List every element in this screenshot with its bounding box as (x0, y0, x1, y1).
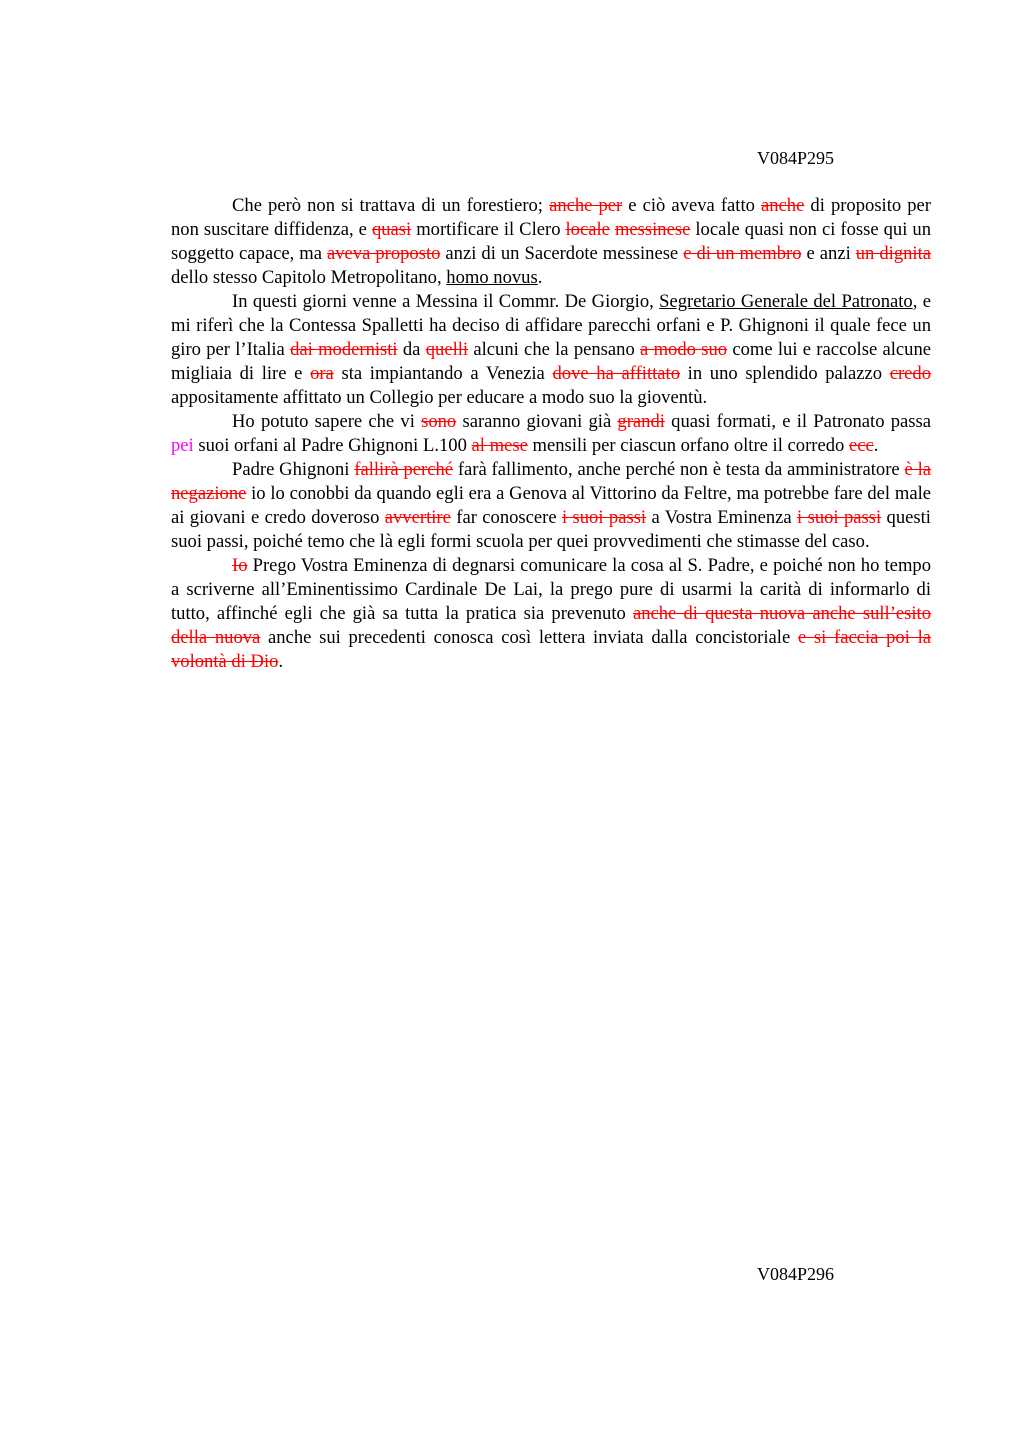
deleted-text: e si faccia poi la volontà di Dio (171, 627, 931, 672)
text-run: quasi formati, e il Patronato passa (664, 411, 931, 432)
deleted-text: i suoi passi (561, 507, 647, 528)
text-run: e ciò aveva fatto (622, 195, 761, 216)
deleted-text: al mese (471, 435, 528, 456)
text-run: e anzi (801, 243, 856, 264)
deleted-text: a modo suo (640, 339, 728, 360)
text-run: da (397, 339, 426, 360)
deleted-text: dove ha affittato (552, 363, 680, 384)
text-run: alcuni che la pensano (468, 339, 641, 360)
text-run: . (278, 651, 284, 672)
deleted-text: locale (565, 219, 610, 240)
text-run: Ho potuto sapere che vi (232, 411, 422, 432)
paragraph-1 (171, 194, 931, 290)
text-run: mensili per ciascun orfano oltre il corredo (527, 435, 849, 456)
text-run: sta impiantando a Venezia (333, 363, 553, 384)
deleted-text: grandi (617, 411, 665, 432)
underlined-text: Segretario Generale del Patronato (659, 291, 913, 312)
text-run: questi suoi passi, poiché temo che là egli formi scuola per quei provvedimenti che stimasse del caso. (171, 507, 931, 552)
text-run: , e mi riferì che la Contessa Spalletti ha deciso di affidare parecchi orfani e P. Ghignoni il quale fece un giro per l’Italia (171, 291, 931, 360)
deleted-text: messinese (614, 219, 691, 240)
deleted-text: è la negazione (171, 459, 931, 504)
text-run: di proposito per non suscitare diffidenza, e (171, 195, 932, 240)
deleted-text: ecc (848, 435, 874, 456)
deleted-text: credo (889, 363, 932, 384)
deleted-text: sono (421, 411, 457, 432)
text-run: . (873, 435, 879, 456)
text-run: farà fallimento, anche perché non è testa da amministratore (453, 459, 905, 480)
paragraph-4 (171, 458, 931, 554)
deleted-text: e di un membro (683, 243, 802, 264)
text-run: saranno giovani già (456, 411, 618, 432)
text-run: come lui e raccolse alcune migliaia di lire e (171, 339, 931, 384)
text-run: anche sui precedenti conosca così lettera inviata dalla concistoriale (260, 627, 798, 648)
text-run: in uno splendido palazzo (680, 363, 890, 384)
deleted-text: Io (232, 555, 248, 576)
text-run: far conoscere (450, 507, 562, 528)
deleted-text: anche (760, 195, 805, 216)
text-run: Prego Vostra Eminenza di degnarsi comunicare la cosa al S. Padre, e poiché non ho tempo a scriverne all’Eminentissimo Cardinale De Lai, la prego pure di usarmi la carità di informarlo di tutto, affinché egli che già sa tutta la pratica sia prevenuto (171, 555, 931, 624)
underlined-text: homo novus (446, 267, 538, 288)
text-run: In questi giorni venne a Messina il Commr. De Giorgio, (232, 291, 660, 312)
text-run: mortificare il Clero (411, 219, 566, 240)
letter-body (171, 194, 931, 674)
deleted-text: ora (310, 363, 334, 384)
text-run: anzi di un Sacerdote messinese (440, 243, 684, 264)
deleted-text: aveva proposto (326, 243, 441, 264)
page-reference-bottom: V084P296 (757, 1264, 835, 1284)
text-run: io lo conobbi da quando egli era a Genova al Vittorino da Feltre, ma potrebbe fare del male ai giovani e credo doveroso (171, 483, 931, 528)
deleted-text: dai modernisti (290, 339, 398, 360)
deleted-text: quelli (425, 339, 469, 360)
paragraph-3 (171, 410, 931, 458)
text-run: a Vostra Eminenza (646, 507, 798, 528)
text-run: suoi orfani al Padre Ghignoni L.100 (193, 435, 472, 456)
text-run: dello stesso Capitolo Metropolitano, (171, 267, 447, 288)
text-run: Che però non si trattava di un forestiero; (232, 195, 550, 216)
text-run: locale quasi non ci fosse qui un soggetto capace, ma (171, 219, 931, 264)
page-reference-top: V084P295 (757, 148, 835, 168)
deleted-text: anche per (549, 195, 623, 216)
text-run: . (537, 267, 543, 288)
deleted-text: fallirà perché (354, 459, 454, 480)
deleted-text: i suoi passi (797, 507, 882, 528)
paragraph-2 (171, 290, 931, 410)
inserted-text: pei (171, 435, 194, 456)
deleted-text: quasi (371, 219, 412, 240)
text-run: Padre Ghignoni (232, 459, 355, 480)
deleted-text: avvertire (384, 507, 451, 528)
text-run: appositamente affittato un Collegio per educare a modo suo la gioventù. (171, 387, 708, 408)
deleted-text: anche di questa nuova anche sull’esito della nuova (171, 603, 932, 648)
paragraph-5 (171, 554, 931, 674)
deleted-text: un dignita (855, 243, 931, 264)
